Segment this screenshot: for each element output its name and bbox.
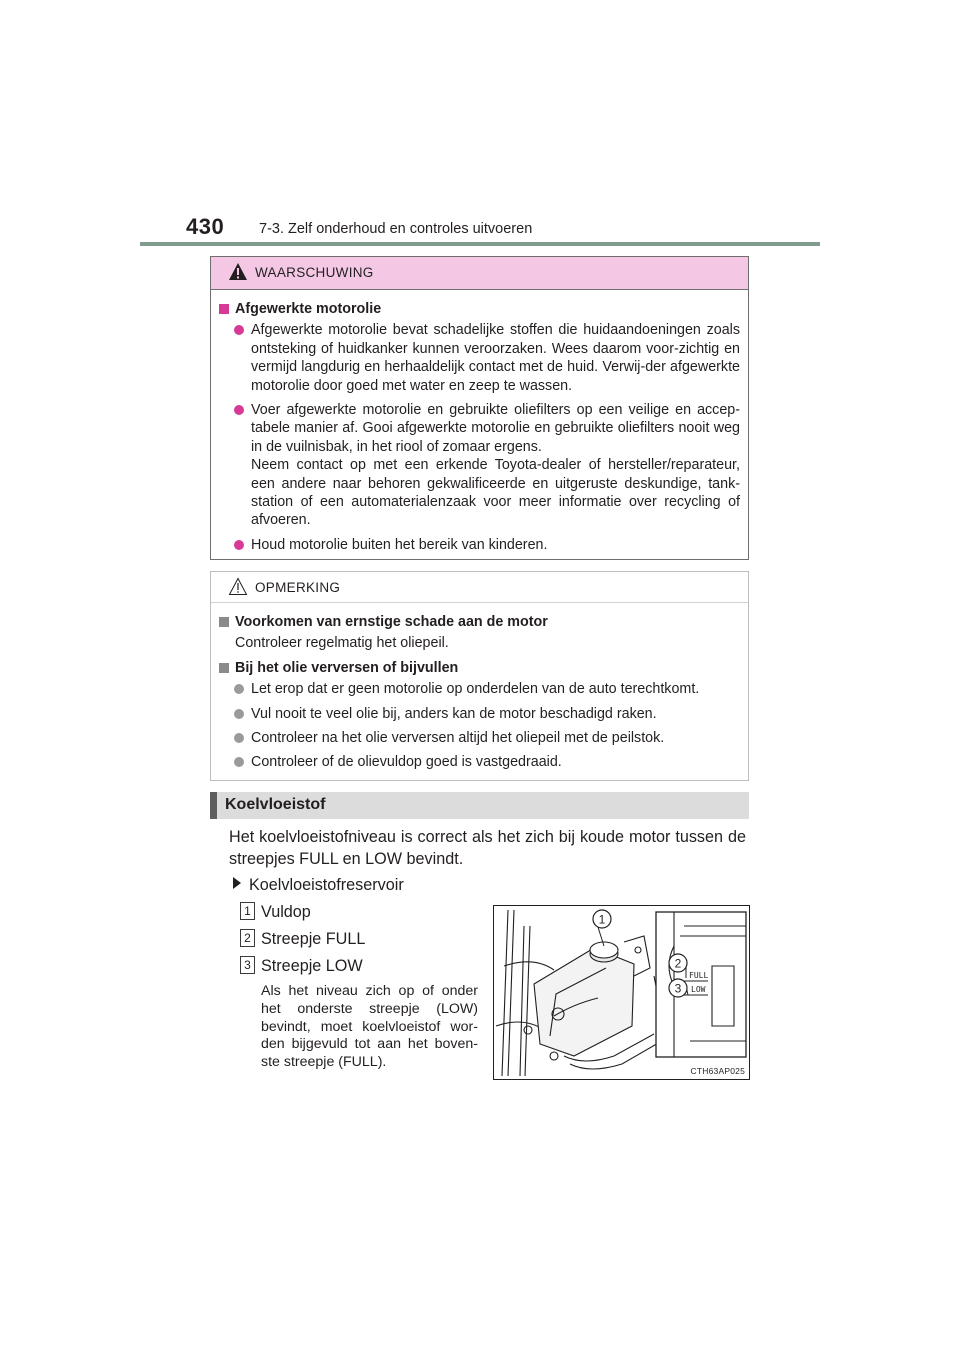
caution-triangle-icon: [228, 577, 248, 596]
coolant-explanation: Als het niveau zich op of onder het onderste streepje (LOW) bevindt, moet koelvloeistof wor-den bijgevuld tot aan het boven-ste streepje (FULL).: [261, 983, 478, 1071]
round-bullet-icon: [234, 405, 244, 415]
warning-title: WAARSCHUWING: [255, 265, 374, 280]
legend-number: 3: [240, 956, 255, 974]
legend-number: 1: [240, 902, 255, 920]
legend-item: 1 Vuldop: [240, 902, 311, 922]
callout-1-label: 1: [598, 912, 606, 927]
round-bullet-icon: [234, 757, 244, 767]
warning-box: [210, 256, 749, 560]
warning-body: [211, 290, 748, 554]
coolant-title: Koelvloeistof: [225, 796, 326, 813]
legend-item: 2 Streepje FULL: [240, 929, 365, 949]
section-accent: [210, 792, 217, 819]
warning-header: [211, 257, 748, 290]
header-rule: [140, 242, 820, 246]
note-text: Controleer regelmatig het oliepeil.: [235, 635, 449, 652]
pointer-triangle-icon: [233, 877, 241, 889]
note-bullet: Vul nooit te veel olie bij, anders kan de motor beschadigd raken.: [219, 705, 740, 723]
engine-bay-illustration: [494, 906, 750, 1080]
page-number: 430: [186, 214, 225, 239]
legend-number: 2: [240, 929, 255, 947]
note-title: OPMERKING: [255, 580, 341, 595]
note-header: [211, 572, 748, 603]
note-heading: Bij het olie verversen of bijvullen: [219, 659, 740, 677]
coolant-reservoir-figure: [493, 905, 750, 1080]
square-bullet-icon: [219, 304, 229, 314]
round-bullet-icon: [234, 540, 244, 550]
warning-bullet: Voer afgewerkte motorolie en gebruikte oliefilters op een veilige en accep-tabele manier af. Gooi afgewerkte motorolie en gebruikte oliefilters nooit weg in de vuilnisbak, in het riool of zomaar ergens. Neem contact op met een erkende Toyota-dealer of hersteller/reparateur, een andere naar behoren gekwalificeerde en uitgeruste deskundige, tank-station of een automaterialenzaak voor meer informatie over recycling of afvoeren.: [219, 401, 740, 530]
coolant-section-bar: [210, 792, 749, 819]
warning-heading: Afgewerkte motorolie: [219, 300, 740, 318]
low-mark: LOW: [691, 985, 706, 994]
figure-caption: CTH63AP025: [690, 1066, 745, 1076]
note-bullet: Controleer na het olie verversen altijd het oliepeil met de peilstok.: [219, 729, 740, 747]
note-heading: Voorkomen van ernstige schade aan de motor: [219, 613, 740, 631]
warning-triangle-icon: [228, 262, 248, 281]
coolant-subheading: Koelvloeistofreservoir: [233, 876, 404, 895]
square-bullet-icon: [219, 663, 229, 673]
callout-3-label: 3: [674, 981, 682, 996]
coolant-intro: Het koelvloeistofniveau is correct als het zich bij koude motor tussen de streepjes FULL en LOW bevindt.: [229, 828, 746, 868]
note-bullet: Let erop dat er geen motorolie op onderdelen van de auto terechtkomt.: [219, 680, 740, 698]
full-mark: FULL: [689, 971, 709, 980]
callout-2-label: 2: [674, 956, 682, 971]
round-bullet-icon: [234, 684, 244, 694]
note-box: [210, 571, 749, 781]
round-bullet-icon: [234, 709, 244, 719]
note-bullet: Controleer of de olievuldop goed is vastgedraaid.: [219, 753, 740, 771]
section-title: 7-3. Zelf onderhoud en controles uitvoeren: [259, 221, 533, 237]
warning-bullet: Houd motorolie buiten het bereik van kinderen.: [219, 536, 740, 554]
legend-item: 3 Streepje LOW: [240, 956, 363, 976]
square-bullet-icon: [219, 617, 229, 627]
note-body: [211, 603, 748, 772]
round-bullet-icon: [234, 733, 244, 743]
warning-bullet: Afgewerkte motorolie bevat schadelijke stoffen die huidaandoeningen zoals ontsteking of huidkanker kunnen veroorzaken. Wees daarom voor-zichtig en vermijd langdurig en herhaaldelijk contact met de huid. Verwij-der afgewerkte motorolie door goed met water en zeep te wassen.: [219, 321, 740, 395]
round-bullet-icon: [234, 325, 244, 335]
